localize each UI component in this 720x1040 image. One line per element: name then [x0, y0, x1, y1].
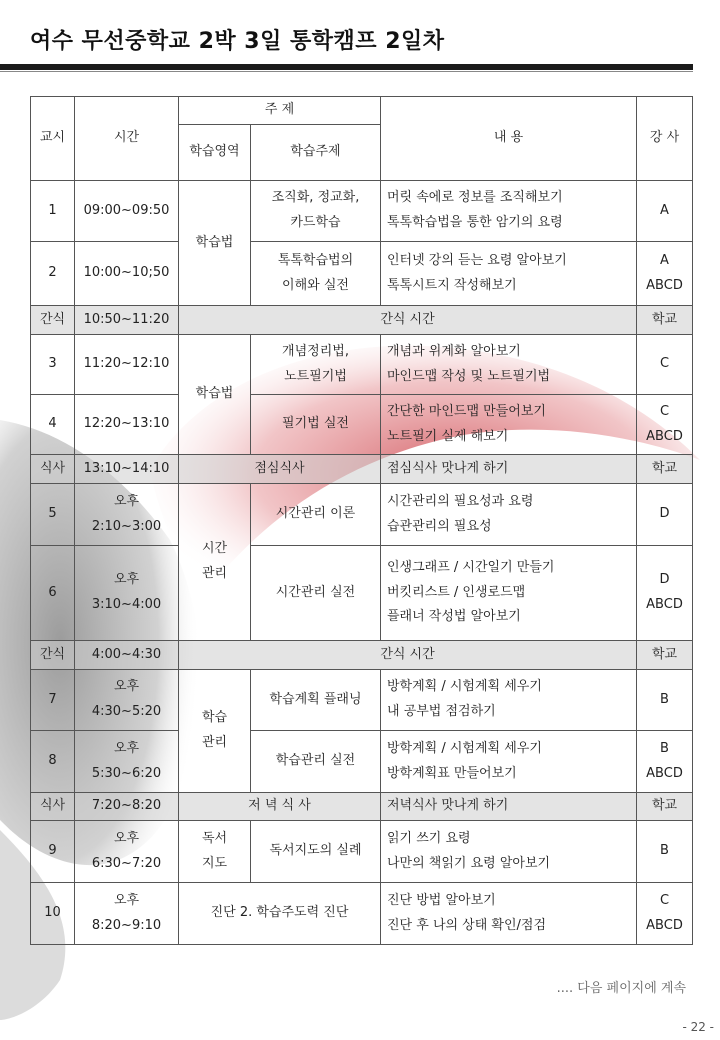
continued-note: .... 다음 페이지에 계속	[556, 981, 686, 996]
time-cell: 오후 3:10~4:00	[75, 546, 179, 641]
content-cell: 방학계획 / 시험계획 세우기 내 공부법 점검하기	[381, 670, 637, 731]
page-number: - 22 -	[682, 1020, 714, 1034]
table-row	[31, 181, 693, 242]
instructor-cell: A	[637, 181, 693, 242]
time-cell: 11:20~12:10	[75, 335, 179, 395]
instructor-cell: 학교	[637, 455, 693, 484]
area-cell: 독서 지도	[179, 821, 251, 883]
table-row	[31, 883, 693, 945]
content-cell: 인생그래프 / 시간일기 만들기 버킷리스트 / 인생로드맵 플래너 작성법 알아보기	[381, 546, 637, 641]
instructor-cell: C	[637, 335, 693, 395]
time-cell: 10:00~10;50	[75, 242, 179, 306]
instructor-cell: 학교	[637, 641, 693, 670]
content-cell: 방학계획 / 시험계획 세우기 방학계획표 만들어보기	[381, 731, 637, 793]
period-cell: 식사	[31, 793, 75, 821]
area-cell: 학습법	[179, 181, 251, 306]
header-subject: 학습주제	[251, 125, 381, 181]
content-cell: 인터넷 강의 듣는 요령 알아보기 톡톡시트지 작성해보기	[381, 242, 637, 306]
header-period: 교시	[31, 97, 75, 181]
time-cell: 13:10~14:10	[75, 455, 179, 484]
period-cell: 4	[31, 395, 75, 455]
schedule-table	[30, 96, 693, 945]
header-content: 내 용	[381, 97, 637, 181]
title-rule-thin	[0, 71, 693, 72]
instructor-cell: B ABCD	[637, 731, 693, 793]
header-area: 학습영역	[179, 125, 251, 181]
content-cell: 진단 방법 알아보기 진단 후 나의 상태 확인/점검	[381, 883, 637, 945]
subject-cell: 시간관리 이론	[251, 484, 381, 546]
instructor-cell: C ABCD	[637, 883, 693, 945]
instructor-cell: C ABCD	[637, 395, 693, 455]
topic-cell: 간식 시간	[179, 306, 637, 335]
period-cell: 간식	[31, 641, 75, 670]
instructor-cell: D	[637, 484, 693, 546]
area-cell: 시간 관리	[179, 484, 251, 641]
instructor-cell: 학교	[637, 306, 693, 335]
header-instructor: 강 사	[637, 97, 693, 181]
period-cell: 간식	[31, 306, 75, 335]
time-cell: 10:50~11:20	[75, 306, 179, 335]
content-cell: 개념과 위계화 알아보기 마인드맵 작성 및 노트필기법	[381, 335, 637, 395]
table-row	[31, 670, 693, 731]
time-cell: 09:00~09:50	[75, 181, 179, 242]
subject-cell: 학습관리 실전	[251, 731, 381, 793]
instructor-cell: 학교	[637, 793, 693, 821]
time-cell: 12:20~13:10	[75, 395, 179, 455]
instructor-cell: B	[637, 821, 693, 883]
table-row	[31, 731, 693, 793]
time-cell: 오후 5:30~6:20	[75, 731, 179, 793]
period-cell: 9	[31, 821, 75, 883]
content-cell: 읽기 쓰기 요령 나만의 책읽기 요령 알아보기	[381, 821, 637, 883]
table-row	[31, 395, 693, 455]
period-cell: 3	[31, 335, 75, 395]
area-cell: 학습 관리	[179, 670, 251, 793]
content-cell: 시간관리의 필요성과 요령 습관관리의 필요성	[381, 484, 637, 546]
period-cell: 1	[31, 181, 75, 242]
content-cell: 머릿 속에로 정보를 조직해보기 톡톡학습법을 통한 암기의 요령	[381, 181, 637, 242]
content-cell: 간단한 마인드맵 만들어보기 노트필기 실제 해보기	[381, 395, 637, 455]
table-row	[31, 242, 693, 306]
subject-cell: 조직화, 정교화, 카드학습	[251, 181, 381, 242]
topic-cell: 점심식사	[179, 455, 381, 484]
subject-cell: 개념정리법, 노트필기법	[251, 335, 381, 395]
time-cell: 오후 8:20~9:10	[75, 883, 179, 945]
table-row	[31, 484, 693, 546]
page-title: 여수 무선중학교 2박 3일 통학캠프 2일차	[30, 29, 445, 54]
header-time: 시간	[75, 97, 179, 181]
period-cell: 6	[31, 546, 75, 641]
table-header-row	[31, 97, 693, 125]
time-cell: 오후 2:10~3:00	[75, 484, 179, 546]
subject-cell: 학습계획 플래닝	[251, 670, 381, 731]
subject-cell: 시간관리 실전	[251, 546, 381, 641]
period-cell: 10	[31, 883, 75, 945]
area-cell: 학습법	[179, 335, 251, 455]
table-row-meal	[31, 793, 693, 821]
topic-cell: 저 녁 식 사	[179, 793, 381, 821]
instructor-cell: A ABCD	[637, 242, 693, 306]
header-topic: 주 제	[179, 97, 381, 125]
subject-cell: 독서지도의 실례	[251, 821, 381, 883]
time-cell: 오후 6:30~7:20	[75, 821, 179, 883]
topic-cell: 진단 2. 학습주도력 진단	[179, 883, 381, 945]
content-cell: 점심식사 맛나게 하기	[381, 455, 637, 484]
table-row	[31, 335, 693, 395]
table-row-meal	[31, 455, 693, 484]
time-cell: 4:00~4:30	[75, 641, 179, 670]
table-row-break	[31, 306, 693, 335]
time-cell: 7:20~8:20	[75, 793, 179, 821]
content-cell: 저녁식사 맛나게 하기	[381, 793, 637, 821]
instructor-cell: B	[637, 670, 693, 731]
period-cell: 식사	[31, 455, 75, 484]
subject-cell: 톡톡학습법의 이해와 실전	[251, 242, 381, 306]
period-cell: 2	[31, 242, 75, 306]
period-cell: 8	[31, 731, 75, 793]
period-cell: 7	[31, 670, 75, 731]
period-cell: 5	[31, 484, 75, 546]
title-rule	[0, 64, 693, 70]
time-cell: 오후 4:30~5:20	[75, 670, 179, 731]
table-row	[31, 546, 693, 641]
table-row	[31, 821, 693, 883]
topic-cell: 간식 시간	[179, 641, 637, 670]
instructor-cell: D ABCD	[637, 546, 693, 641]
table-row-break	[31, 641, 693, 670]
subject-cell: 필기법 실전	[251, 395, 381, 455]
